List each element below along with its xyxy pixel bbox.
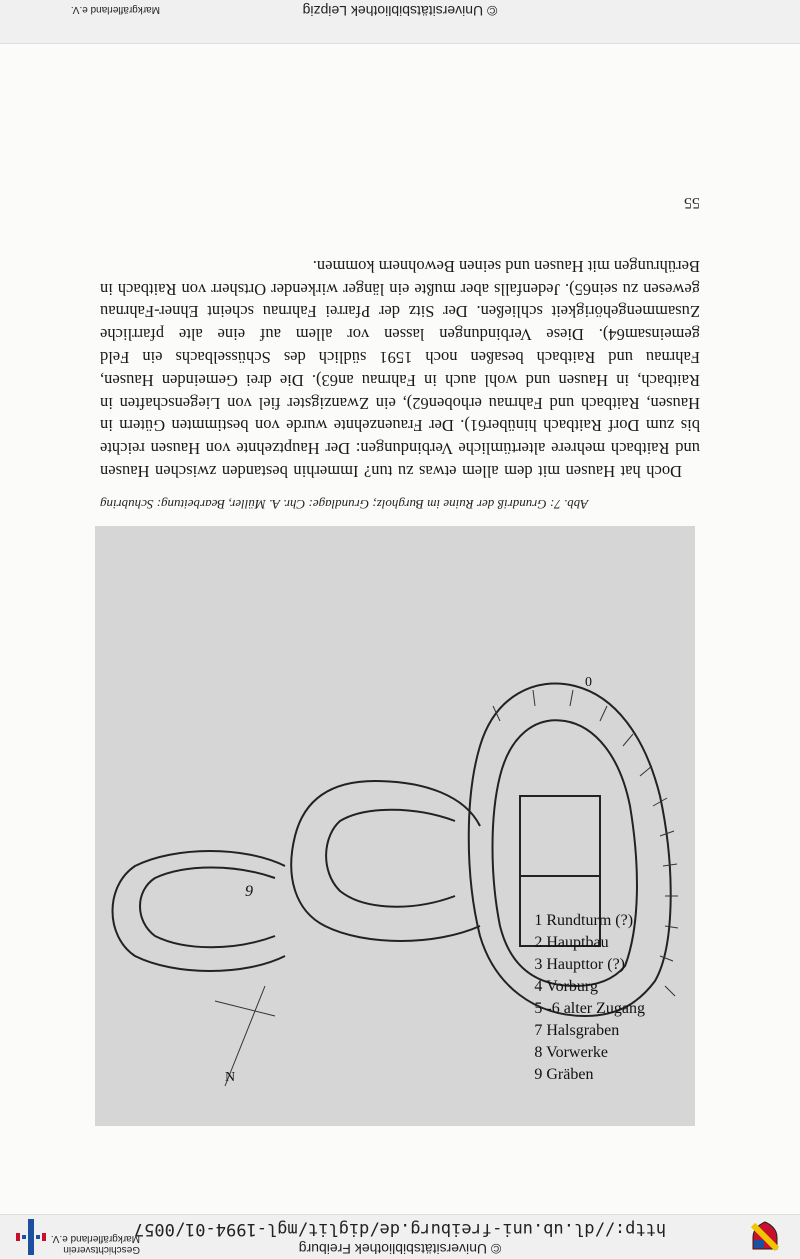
footer-copyright: © Universitätsbibliothek Leipzig [302, 3, 498, 19]
castle-ruin-plan-figure [95, 526, 695, 1126]
ub-freiburg-logo-icon [12, 1219, 50, 1255]
association-line-2: Markgräflerland e.V. [50, 1233, 140, 1244]
map-number: 9 [245, 883, 253, 900]
legend-item: 2 Hauptbau [534, 934, 609, 951]
figure-caption: Abb. 7: Grundriß der Ruine im Burgholz; Grundlage: Chr. A. Müller, Bearbeitung: Schubring [100, 497, 589, 512]
page-number: 55 [684, 194, 700, 211]
legend-item: 8 Vorwerke [534, 1044, 608, 1061]
header-bar [0, 1214, 800, 1259]
legend-item: 1 Rundturm (?) [534, 912, 634, 929]
document-url[interactable]: http://dl.ub.uni-freiburg.de/diglit/mgl-1994-01/0057 [133, 1219, 667, 1239]
plan-legend [534, 910, 645, 1086]
north-arrow-label: N [225, 1070, 236, 1085]
legend-item: 9 Gräben [534, 1066, 594, 1083]
body-text [100, 254, 700, 482]
legend-item: 4 Vorburg [534, 978, 598, 995]
legend-item: 3 Haupttor (?) [534, 956, 626, 973]
footer-bar [0, 0, 800, 44]
scale-bar-label: 0 [585, 675, 592, 690]
copyright-notice: © Universitätsbibliothek Freiburg [298, 1241, 502, 1257]
footer-association: Markgräflerland e.V. [70, 4, 160, 15]
legend-item: 7 Halsgraben [534, 1022, 620, 1039]
legend-item: 5 -6 alter Zugang [534, 1000, 645, 1017]
body-paragraph: Doch hat Hausen mit dem allem etwas zu tun? Immerhin bestanden zwischen Hausen und Raitbach mehrere altertümliche Verbindungen: Der Hauptzehnte von Hausen reichte bis zum Dorf Raitbach hinüber61). Der Frauenzehnte wurde von bestimmten Gütern in Hausen, Raitbach und Fahrnau erhoben62), ein Zwanzigster fiel von Liegenschaften in Raitbach, in Hausen und wohl auch in Fahrnau an63). Die drei Gemeinden Hausen, Fahrnau und Raitbach besaßen noch 1591 südlich des Schüsselbachs ein Feld gemeinsam64). Diese Verbindungen lassen vor allem auf eine alte pfarrliche Zusammengehörigkeit schließen. Der Sitz der Pfarrei Fahrnau scheint Ehner-Fahrnau gewesen zu sein65). Jedenfalls aber mußte ein länger wirkender Ortsherr von Raitbach in Berührungen mit Hausen und seinen Bewohnern kommen. [100, 256, 700, 481]
association-line-1: Geschichtsverein [63, 1244, 140, 1255]
